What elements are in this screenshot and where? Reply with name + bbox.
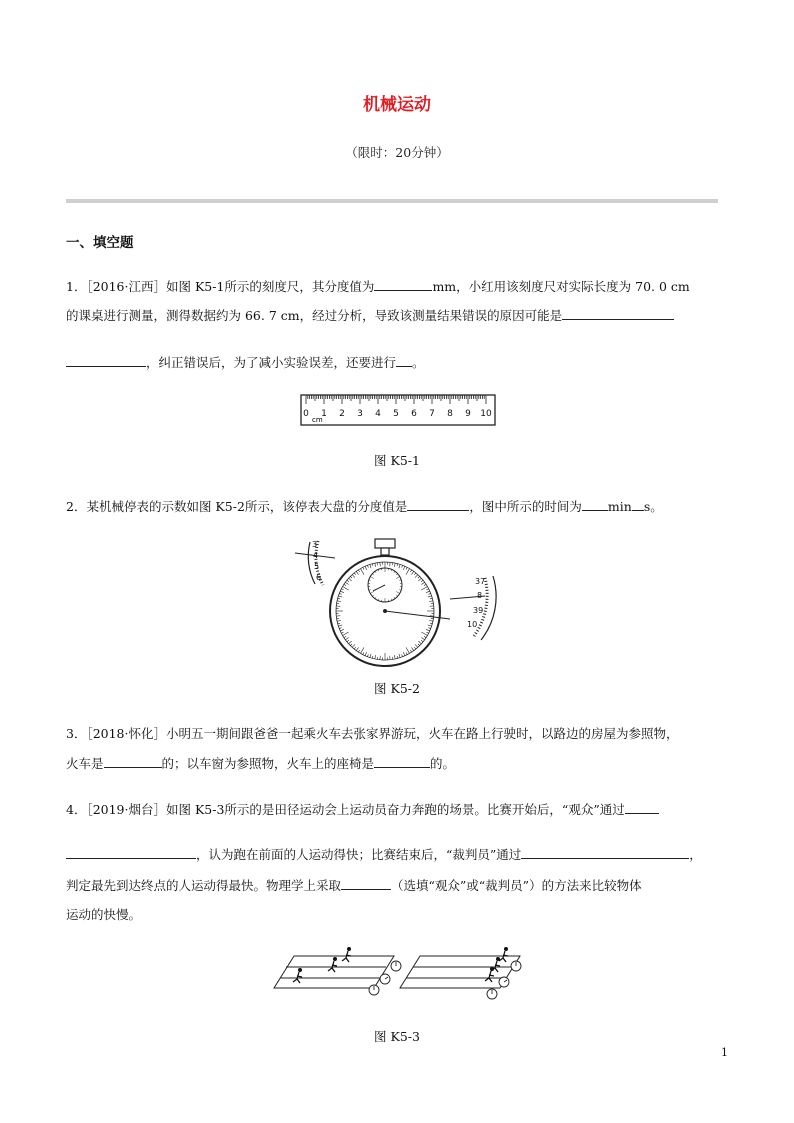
- time-limit: （限时：20分钟）: [345, 145, 449, 160]
- answer-blank[interactable]: [521, 845, 689, 859]
- divider: [66, 199, 718, 203]
- running-track-figure: [270, 946, 526, 1002]
- figure-caption-k5-3: 图 K5-3: [374, 1029, 420, 1044]
- answer-blank[interactable]: [104, 754, 162, 768]
- answer-blank[interactable]: [66, 353, 146, 367]
- q1-line-1: 1．［2016·江西］如图 K5-1所示的刻度尺，其分度值为 mm，小红用该刻度尺对实际长度为 70. 0 cm: [66, 279, 690, 294]
- right-scale-label: 8: [477, 591, 483, 600]
- q4-line-2: ，认为跑在前面的人运动得快；比赛结束后，“裁判员”通过 ，: [66, 845, 702, 864]
- left-scale-label: 5: [314, 562, 320, 571]
- q1-line-2: 的课桌进行测量，测得数据约为 66. 7 cm，经过分析，导致该测量结果错误的原因可能是: [66, 306, 674, 325]
- ruler-label: 7: [429, 409, 435, 419]
- ruler-label: 1: [321, 409, 327, 419]
- left-scale-label: 3: [312, 540, 318, 549]
- answer-blank[interactable]: [66, 845, 196, 859]
- q1-line-3: ，纠正错误后，为了减小实验误差，还要进行 。: [66, 353, 425, 372]
- page-title: 机械运动: [363, 95, 431, 115]
- ruler-label: 3: [357, 409, 363, 419]
- ruler-label: 6: [411, 409, 417, 419]
- ruler-label: 2: [339, 409, 345, 419]
- answer-blank[interactable]: [625, 800, 659, 814]
- q3-line-2: 火车是 的；以车窗为参照物，火车上的座椅是 的。: [66, 756, 456, 771]
- figure-caption-k5-1: 图 K5-1: [374, 453, 420, 468]
- answer-blank[interactable]: [396, 353, 412, 367]
- ruler-figure: [300, 394, 496, 426]
- q3-line-1: 3．［2018·怀化］小明五一期间跟爸爸一起乘火车去张家界游玩，火车在路上行驶时，以路边的房屋为参照物，: [66, 726, 679, 741]
- page-number: 1: [721, 1046, 728, 1059]
- q2-line-1: 2．某机械停表的示数如图 K5-2所示，该停表大盘的分度值是 ，图中所示的时间为 min s。: [66, 499, 663, 514]
- right-scale-label: 37: [475, 577, 486, 586]
- track-left: [274, 956, 394, 988]
- answer-blank[interactable]: [407, 497, 469, 511]
- q4-line-3: 判定最先到达终点的人运动得最快。物理学上采取 （选填“观众”或“裁判员”）的方法来比较物体: [66, 878, 642, 893]
- ruler-label: 8: [447, 409, 453, 419]
- ruler-unit: cm: [312, 416, 323, 424]
- ruler-label: 0: [303, 409, 309, 419]
- left-scale-label: 4: [313, 551, 319, 560]
- ruler-label: 10: [480, 409, 492, 419]
- answer-blank[interactable]: [374, 754, 430, 768]
- stopwatch-figure: [285, 536, 505, 670]
- ruler-label: 9: [465, 409, 471, 419]
- answer-blank[interactable]: [562, 306, 674, 320]
- right-scale-label: 39: [473, 606, 484, 615]
- answer-blank[interactable]: [341, 876, 391, 890]
- ruler-label: 4: [375, 409, 381, 419]
- figure-caption-k5-2: 图 K5-2: [374, 681, 420, 696]
- stopwatch-crown: [375, 539, 395, 548]
- answer-blank[interactable]: [374, 277, 432, 291]
- q4-line-1: 4．［2019·烟台］如图 K5-3所示的是田径运动会上运动员奋力奔跑的场景。比赛开始后，“观众”通过: [66, 800, 659, 819]
- right-scale-label: 10: [467, 620, 478, 629]
- answer-blank[interactable]: [632, 497, 644, 511]
- ruler-label: 5: [393, 409, 399, 419]
- left-scale-label: 6: [316, 573, 322, 582]
- q4-line-4: 运动的快慢。: [66, 907, 142, 922]
- answer-blank[interactable]: [582, 497, 608, 511]
- section-heading: 一、填空题: [66, 235, 134, 251]
